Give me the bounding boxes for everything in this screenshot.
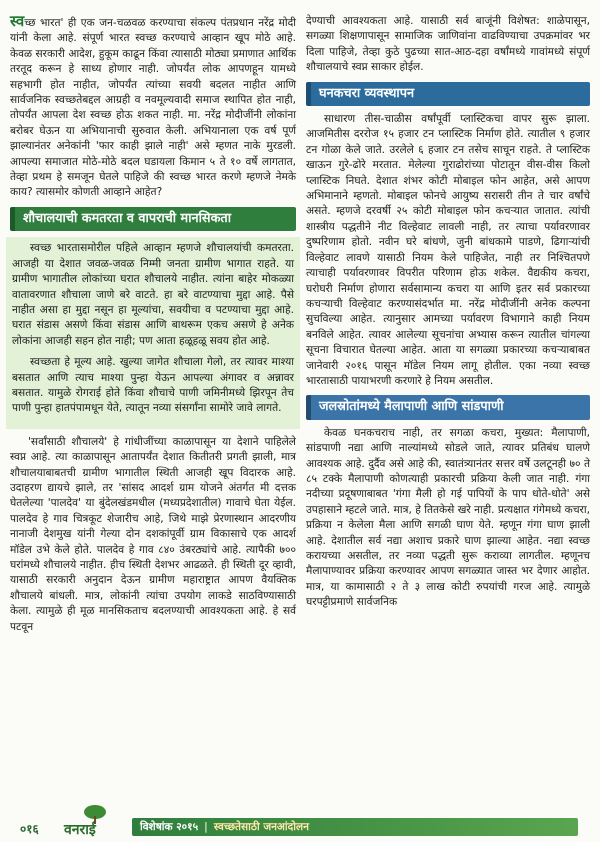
separator-icon: | — [204, 821, 208, 833]
intro-paragraph — [10, 14, 296, 201]
section-toilets-paragraph-1: स्वच्छ भारतासमोरील पहिले आव्हान म्हणजे शौचालयांची कमतरता. आजही या देशात जवळ-जवळ निम्मी जनता ग्रामीण भागात राहते. या ग्रामीण भागातील लोकांच्या घरात शौचालये नाहीत. त्यांना बाहेर मोकळ्या वातावरणात शौचाला जाणे बरे वाटते. हा बरे वाटण्याचा मुद्दा आहे. पैसे नाहीत असा हा मुद्दा नसून हा मूल्यांचा, सवयीचा व पटण्याचा मुद्दा आहे. घरात संडास असणे किंवा संडास आणि बाथरूम एकच असणे हे अनेक लोकांना आजही सहन होत नाही; पण आता हळूहळू सवय होत आहे. — [12, 242, 294, 347]
dropcap: स्व — [10, 12, 25, 30]
section-heading-sewage: जलस्रोतांमध्ये मैलापाणी आणि सांडपाणी — [306, 395, 590, 419]
section-heading-toilets: शौचालयाची कमतरता व वापराची मानसिकता — [10, 207, 296, 231]
issue-label: विशेषांक २०१५ — [140, 821, 199, 833]
section-solid-waste-paragraph: साधारण तीस-चाळीस वर्षांपूर्वी प्लास्टिकचा वापर सुरू झाला. आजमितीस दररोज १५ हजार टन प्लास्टिक निर्माण होते. त्यातील ९ हजार टन गोळा केले जाते. उरलेले ६ हजार टन तसेच साचून राहते. ते प्लास्टिक खाऊन गुरे-ढोरे मरतात. मेलेल्या गुराढोरांच्या पोटातून वीस-वीस किलो प्लास्टिक निघते. देशात शंभर कोटी मोबाइल फोन आहेत, असे आपण अभिमानाने म्हणतो. मोबाइल फोनचे आयुष्य सरासरी तीन ते चार वर्षांचे असते. म्हणजे दरवर्षी २५ कोटी मोबाइल फोन कचऱ्यात जातात. त्यांची शास्त्रीय पद्धतीने नीट विल्हेवाट लावली नाही, तर त्याचा पर्यावरणावर दुष्परिणाम होतो. नवीन घरे बांधणे, जुनी बांधकामे पाडणे, ढिगाऱ्यांची विल्हेवाट लावणे यासाठी नियम केले पाहिजेत, नाही तर निश्चितपणे त्याचाही पर्यावरणावर विपरीत परिणाम होऊ शकेल. वैद्यकीय कचरा, घरोघरी निर्माण होणारा सर्वसामान्य कचरा या आणि इतर सर्व प्रकारच्या कचऱ्याची विल्हेवाट करण्यासंदर्भात मा. नरेंद्र मोदीजींनी अनेक कल्पना सुचविल्या आहेत. त्यानुसार आमच्या पर्यावरण विभागाने काही नियम बनविले आहेत. त्यावर आलेल्या सूचनांचा अभ्यास करून त्यातील चांगल्या सूचना विचारात घेतल्या आहेत. आता या सगळ्या प्रकारच्या कचऱ्याबाबत जानेवारी २०१६ पासून मॉडेल नियम लागू होतील. एका नव्या स्वच्छ भारतासाठी पायाभरणी करणारे हे नियम असतील. — [306, 113, 590, 387]
continued-paragraph: देण्याची आवश्यकता आहे. यासाठी सर्व बाजूंनी विशेषत: शाळेपासून, सगळ्या शिक्षणापासून सामाजिक जाणिवांना वाढविण्याचा उपक्रमांवर भर दिला पाहिजे, तेव्हा कुठे पुढच्या सात-आठ-दहा वर्षांमध्ये गावांमध्ये संपूर्ण शौचालयाचे स्वप्न साकार होईल. — [306, 15, 590, 74]
brand-name: वनराई — [64, 822, 96, 838]
left-column — [10, 14, 296, 641]
vanarai-logo — [60, 804, 126, 840]
section-toilets-paragraph-3: 'सर्वांसाठी शौचालये' हे गांधीजींच्या काळापासून या देशाने पाहिलेले स्वप्न आहे. त्या काळापासून आतापर्यंत देशात कितीतरी प्रगती झाली, मात्र शौचालयाबाबतची ग्रामीण भागातील स्थिती आजही खूप विदारक आहे. उदाहरण द्यायचे झाले, तर 'सांसद आदर्श ग्राम योजने अंतर्गत मी दत्तक घेतलेल्या 'पालदेव' या बुंदेलखंडमधील (मध्यप्रदेशातील) गावाचे घेता येईल. पालदेव हे गाव चित्रकूट शेजारीच आहे, जिथे माझे प्रेरणास्थान आदरणीय नानाजी देशमुख यांनी गेल्या दोन दशकांपूर्वी ग्राम विकासाचे एक आदर्श मॉडेल उभे केले होते. पालदेव हे गाव ८४० उंबरठ्यांचे आहे. त्यापैकी ७०० घरांमध्ये शौचालये नाहीत. हीच स्थिती देशभर आढळते. ही स्थिती दूर व्हावी, यासाठी सरकारी अनुदान देऊन ग्रामीण महाराष्ट्रात आपण वैयक्तिक शौचालये बांधली. मात्र, लोकांनी त्यांचा उपयोग लाकडे साठविण्यासाठी केला. त्यामुळे ही मूळ मानसिकताच बदलण्याची आवश्यकता आहे. हे सर्व पटवून — [10, 435, 296, 633]
section-toilets-paragraph-2: स्वच्छता हे मूल्य आहे. खुल्या जागेत शौचाला गेलो, तर त्यावर माश्या बसतात आणि त्याच माश्या पुन्हा येऊन आपल्या अंगावर व अन्नावर बसतात. यामुळे रोगराई होते किंवा शौचाचे पाणी जमिनीमध्ये झिरपून तेच पाणी पुन्हा हातपंपामधून येते, त्यातून नव्या संसर्गांना सामोरे जावे लागते. — [12, 356, 294, 415]
page-number: ०१६ — [20, 822, 39, 836]
intro-text: च्छ भारत' ही एक जन-चळवळ करण्याचा संकल्प पंतप्रधान नरेंद्र मोदी यांनी केला आहे. संपूर्ण भारत स्वच्छ करण्याचे आव्हान खूप मोठे आहे. केवळ सरकारी आदेश, हुकूम काढून किंवा त्यासाठी मोठ्या प्रमाणात आर्थिक तरतूद करून हे साध्य होणार नाही. जोपर्यंत लोक आपणहून यामध्ये सहभागी होत नाहीत, जोपर्यंत त्यांच्या सवयी बदलत नाहीत आणि सार्वजनिक स्वच्छतेबद्दल आग्रही व नवमूल्यवादी समाज स्थापित होत नाही, तोपर्यंत आपला देश स्वच्छ होऊ शकत नाही. मा. नरेंद्र मोदीजींनी लोकांना बरोबर घेऊन या अभियानाची सुरुवात केली. अभियानाला एक वर्ष पूर्ण झाल्यानंतर अनेकांनी 'फार काही झाले नाही' असे म्हणत नाके मुरडली. आपल्या समाजात मोठे-मोठे बदल घडायला किमान ५ ते १० वर्षे लागतात, तेव्हा प्रथम हे समजून घेतले पाहिजे की स्वच्छ भारत करणे म्हणजे नेमके काय? त्यासमोर कोणती आव्हाने आहेत? — [10, 17, 296, 199]
section-toilets-highlight — [6, 237, 300, 428]
theme-label: स्वच्छतेसाठी जनआंदोलन — [213, 821, 309, 833]
footer-banner — [132, 818, 578, 836]
section-heading-solid-waste: घनकचरा व्यवस्थापन — [306, 82, 590, 106]
right-column — [306, 14, 590, 617]
page-footer — [0, 812, 600, 842]
section-sewage-paragraph: केवळ घनकचराच नाही, तर सगळा कचरा, मुख्यत: मैलापाणी, सांडपाणी नद्या आणि नाल्यांमध्ये सोडले जाते, त्यावर प्रतिबंध घालणे आवश्यक आहे. दुर्दैव असे आहे की, स्वातंत्र्यानंतर सत्तर वर्षे उलटूनही ७० ते ८५ टक्के मैलापाणी कोणत्याही प्रकारची प्रक्रिया केली जात नाही. गंगा नदीच्या प्रदूषणाबाबत 'गंगा मैली हो गई पापियों के पाप धोते-धोते' असे उपहासाने म्हटले जाते. मात्र, हे तितकेसे खरे नाही. प्रत्यक्षात गंगेमध्ये कचरा, प्रक्रिया न केलेला मैला आणि सगळी घाण येते. म्हणून गंगा घाण झाली आहे. देशातील सर्व नद्या अशाच प्रकारे घाण झाल्या आहेत. नद्या स्वच्छ करायच्या असतील, तर नव्या पद्धती सुरू कराव्या लागतील. म्हणूनच मैलापाण्यावर प्रक्रिया करण्यावर आपण सगळ्यात जास्त भर देणार आहोत. मात्र, या कामासाठी २ ते ३ लाख कोटी रुपयांची गरज आहे. त्यामुळे घरपट्टीप्रमाणे सार्वजनिक — [306, 426, 590, 609]
